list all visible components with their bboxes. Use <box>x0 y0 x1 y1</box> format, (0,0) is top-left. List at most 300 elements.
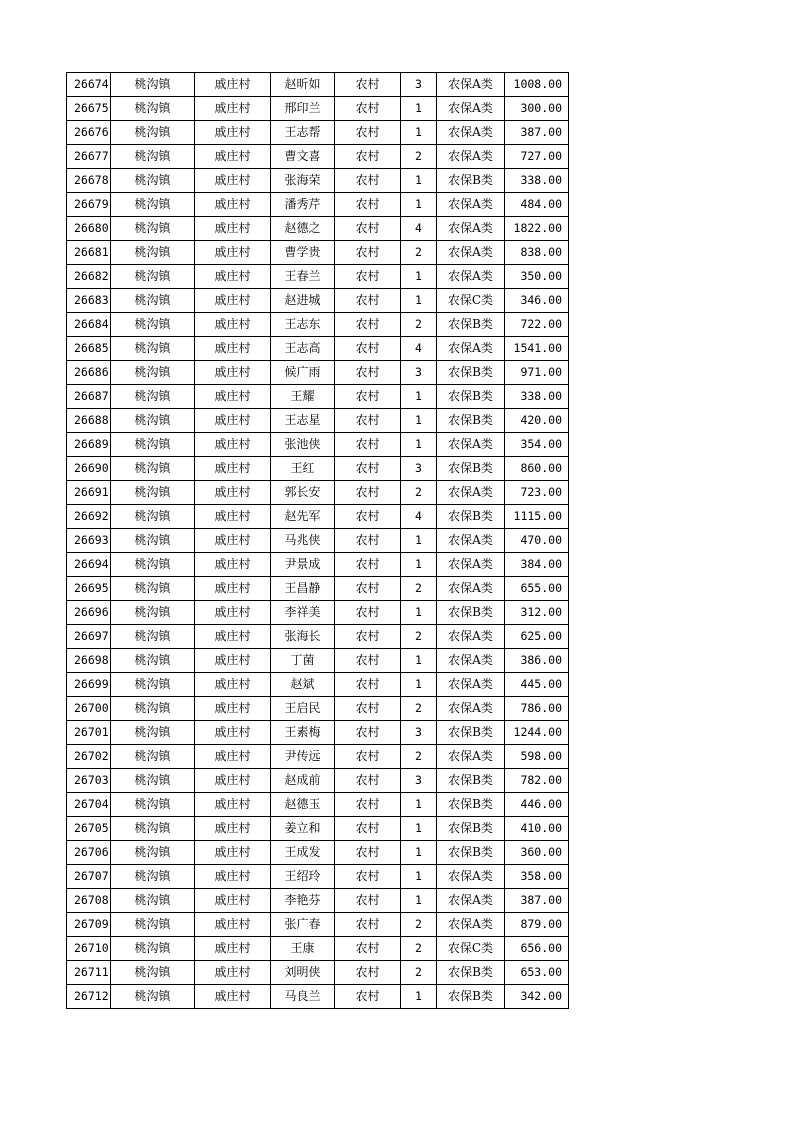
household-type-cell: 农村 <box>335 985 401 1009</box>
household-type-cell: 农村 <box>335 529 401 553</box>
record-id-cell: 26705 <box>67 817 111 841</box>
table-row <box>67 385 569 409</box>
amount-cell: 722.00 <box>505 313 569 337</box>
village-cell: 戚庄村 <box>195 793 271 817</box>
town-cell: 桃沟镇 <box>111 217 195 241</box>
amount-cell: 384.00 <box>505 553 569 577</box>
table-row <box>67 289 569 313</box>
household-type-cell: 农村 <box>335 241 401 265</box>
village-cell: 戚庄村 <box>195 529 271 553</box>
town-cell: 桃沟镇 <box>111 481 195 505</box>
household-type-cell: 农村 <box>335 217 401 241</box>
person-name-cell: 曹文喜 <box>271 145 335 169</box>
member-count-cell: 1 <box>401 97 437 121</box>
person-name-cell: 张池侠 <box>271 433 335 457</box>
table-row <box>67 769 569 793</box>
amount-cell: 300.00 <box>505 97 569 121</box>
record-id-cell: 26692 <box>67 505 111 529</box>
amount-cell: 1244.00 <box>505 721 569 745</box>
amount-cell: 312.00 <box>505 601 569 625</box>
household-type-cell: 农村 <box>335 769 401 793</box>
member-count-cell: 3 <box>401 457 437 481</box>
member-count-cell: 1 <box>401 121 437 145</box>
insurance-category-cell: 农保A类 <box>437 121 505 145</box>
table-row <box>67 865 569 889</box>
household-type-cell: 农村 <box>335 169 401 193</box>
member-count-cell: 1 <box>401 385 437 409</box>
village-cell: 戚庄村 <box>195 865 271 889</box>
town-cell: 桃沟镇 <box>111 73 195 97</box>
record-id-cell: 26691 <box>67 481 111 505</box>
person-name-cell: 王耀 <box>271 385 335 409</box>
village-cell: 戚庄村 <box>195 721 271 745</box>
insurance-category-cell: 农保B类 <box>437 409 505 433</box>
table-row <box>67 961 569 985</box>
table-row <box>67 889 569 913</box>
record-id-cell: 26683 <box>67 289 111 313</box>
member-count-cell: 3 <box>401 73 437 97</box>
record-id-cell: 26701 <box>67 721 111 745</box>
member-count-cell: 1 <box>401 529 437 553</box>
household-type-cell: 农村 <box>335 313 401 337</box>
record-id-cell: 26700 <box>67 697 111 721</box>
record-id-cell: 26693 <box>67 529 111 553</box>
person-name-cell: 赵德之 <box>271 217 335 241</box>
village-cell: 戚庄村 <box>195 409 271 433</box>
village-cell: 戚庄村 <box>195 505 271 529</box>
amount-cell: 484.00 <box>505 193 569 217</box>
insurance-category-cell: 农保A类 <box>437 193 505 217</box>
table-row <box>67 433 569 457</box>
record-id-cell: 26676 <box>67 121 111 145</box>
record-id-cell: 26680 <box>67 217 111 241</box>
person-name-cell: 赵德玉 <box>271 793 335 817</box>
household-type-cell: 农村 <box>335 889 401 913</box>
household-type-cell: 农村 <box>335 481 401 505</box>
person-name-cell: 王志东 <box>271 313 335 337</box>
amount-cell: 338.00 <box>505 385 569 409</box>
person-name-cell: 马良兰 <box>271 985 335 1009</box>
town-cell: 桃沟镇 <box>111 745 195 769</box>
member-count-cell: 2 <box>401 745 437 769</box>
member-count-cell: 1 <box>401 841 437 865</box>
table-row <box>67 985 569 1009</box>
village-cell: 戚庄村 <box>195 745 271 769</box>
record-id-cell: 26709 <box>67 913 111 937</box>
village-cell: 戚庄村 <box>195 913 271 937</box>
table-row <box>67 121 569 145</box>
household-type-cell: 农村 <box>335 361 401 385</box>
insurance-category-cell: 农保A类 <box>437 697 505 721</box>
data-table <box>66 72 569 1009</box>
table-row <box>67 937 569 961</box>
town-cell: 桃沟镇 <box>111 937 195 961</box>
village-cell: 戚庄村 <box>195 433 271 457</box>
record-id-cell: 26704 <box>67 793 111 817</box>
amount-cell: 470.00 <box>505 529 569 553</box>
person-name-cell: 赵昕如 <box>271 73 335 97</box>
household-type-cell: 农村 <box>335 817 401 841</box>
town-cell: 桃沟镇 <box>111 625 195 649</box>
member-count-cell: 1 <box>401 673 437 697</box>
insurance-category-cell: 农保A类 <box>437 433 505 457</box>
village-cell: 戚庄村 <box>195 313 271 337</box>
insurance-category-cell: 农保A类 <box>437 889 505 913</box>
household-type-cell: 农村 <box>335 697 401 721</box>
amount-cell: 971.00 <box>505 361 569 385</box>
town-cell: 桃沟镇 <box>111 601 195 625</box>
insurance-category-cell: 农保C类 <box>437 289 505 313</box>
village-cell: 戚庄村 <box>195 601 271 625</box>
village-cell: 戚庄村 <box>195 169 271 193</box>
town-cell: 桃沟镇 <box>111 841 195 865</box>
town-cell: 桃沟镇 <box>111 289 195 313</box>
amount-cell: 656.00 <box>505 937 569 961</box>
record-id-cell: 26697 <box>67 625 111 649</box>
town-cell: 桃沟镇 <box>111 121 195 145</box>
person-name-cell: 张海长 <box>271 625 335 649</box>
town-cell: 桃沟镇 <box>111 361 195 385</box>
amount-cell: 420.00 <box>505 409 569 433</box>
table-row <box>67 409 569 433</box>
insurance-category-cell: 农保A类 <box>437 673 505 697</box>
insurance-category-cell: 农保B类 <box>437 961 505 985</box>
town-cell: 桃沟镇 <box>111 337 195 361</box>
insurance-category-cell: 农保A类 <box>437 265 505 289</box>
record-id-cell: 26711 <box>67 961 111 985</box>
table-row <box>67 145 569 169</box>
person-name-cell: 候广雨 <box>271 361 335 385</box>
insurance-category-cell: 农保C类 <box>437 937 505 961</box>
table-row <box>67 817 569 841</box>
amount-cell: 342.00 <box>505 985 569 1009</box>
table-row <box>67 721 569 745</box>
person-name-cell: 姜立和 <box>271 817 335 841</box>
member-count-cell: 1 <box>401 409 437 433</box>
insurance-category-cell: 农保A类 <box>437 865 505 889</box>
village-cell: 戚庄村 <box>195 673 271 697</box>
insurance-category-cell: 农保B类 <box>437 361 505 385</box>
member-count-cell: 2 <box>401 625 437 649</box>
household-type-cell: 农村 <box>335 673 401 697</box>
insurance-category-cell: 农保B类 <box>437 841 505 865</box>
town-cell: 桃沟镇 <box>111 97 195 121</box>
record-id-cell: 26699 <box>67 673 111 697</box>
village-cell: 戚庄村 <box>195 361 271 385</box>
town-cell: 桃沟镇 <box>111 553 195 577</box>
member-count-cell: 3 <box>401 361 437 385</box>
insurance-category-cell: 农保A类 <box>437 649 505 673</box>
town-cell: 桃沟镇 <box>111 409 195 433</box>
member-count-cell: 1 <box>401 433 437 457</box>
town-cell: 桃沟镇 <box>111 385 195 409</box>
village-cell: 戚庄村 <box>195 289 271 313</box>
table-row <box>67 841 569 865</box>
table-row <box>67 505 569 529</box>
insurance-category-cell: 农保B类 <box>437 457 505 481</box>
member-count-cell: 2 <box>401 937 437 961</box>
record-id-cell: 26696 <box>67 601 111 625</box>
household-type-cell: 农村 <box>335 73 401 97</box>
household-type-cell: 农村 <box>335 385 401 409</box>
member-count-cell: 2 <box>401 577 437 601</box>
person-name-cell: 王启民 <box>271 697 335 721</box>
village-cell: 戚庄村 <box>195 385 271 409</box>
table-row <box>67 913 569 937</box>
town-cell: 桃沟镇 <box>111 721 195 745</box>
table-row <box>67 625 569 649</box>
member-count-cell: 1 <box>401 889 437 913</box>
village-cell: 戚庄村 <box>195 241 271 265</box>
village-cell: 戚庄村 <box>195 265 271 289</box>
insurance-category-cell: 农保B类 <box>437 721 505 745</box>
insurance-category-cell: 农保A类 <box>437 73 505 97</box>
village-cell: 戚庄村 <box>195 937 271 961</box>
town-cell: 桃沟镇 <box>111 889 195 913</box>
table-row <box>67 553 569 577</box>
member-count-cell: 1 <box>401 649 437 673</box>
person-name-cell: 赵斌 <box>271 673 335 697</box>
town-cell: 桃沟镇 <box>111 265 195 289</box>
insurance-category-cell: 农保A类 <box>437 625 505 649</box>
table-row <box>67 361 569 385</box>
insurance-category-cell: 农保B类 <box>437 169 505 193</box>
table-row <box>67 337 569 361</box>
town-cell: 桃沟镇 <box>111 193 195 217</box>
village-cell: 戚庄村 <box>195 193 271 217</box>
amount-cell: 879.00 <box>505 913 569 937</box>
member-count-cell: 1 <box>401 169 437 193</box>
household-type-cell: 农村 <box>335 433 401 457</box>
person-name-cell: 王志星 <box>271 409 335 433</box>
amount-cell: 1115.00 <box>505 505 569 529</box>
amount-cell: 338.00 <box>505 169 569 193</box>
amount-cell: 350.00 <box>505 265 569 289</box>
member-count-cell: 2 <box>401 241 437 265</box>
record-id-cell: 26685 <box>67 337 111 361</box>
record-id-cell: 26674 <box>67 73 111 97</box>
record-id-cell: 26708 <box>67 889 111 913</box>
member-count-cell: 2 <box>401 481 437 505</box>
person-name-cell: 潘秀芹 <box>271 193 335 217</box>
village-cell: 戚庄村 <box>195 841 271 865</box>
household-type-cell: 农村 <box>335 649 401 673</box>
town-cell: 桃沟镇 <box>111 241 195 265</box>
amount-cell: 387.00 <box>505 889 569 913</box>
record-id-cell: 26695 <box>67 577 111 601</box>
village-cell: 戚庄村 <box>195 97 271 121</box>
table-row <box>67 601 569 625</box>
village-cell: 戚庄村 <box>195 985 271 1009</box>
person-name-cell: 张海荣 <box>271 169 335 193</box>
amount-cell: 445.00 <box>505 673 569 697</box>
household-type-cell: 农村 <box>335 913 401 937</box>
member-count-cell: 2 <box>401 145 437 169</box>
household-type-cell: 农村 <box>335 289 401 313</box>
insurance-category-cell: 农保A类 <box>437 217 505 241</box>
person-name-cell: 赵进城 <box>271 289 335 313</box>
insurance-category-cell: 农保B类 <box>437 601 505 625</box>
table-body <box>67 73 569 1009</box>
household-type-cell: 农村 <box>335 793 401 817</box>
town-cell: 桃沟镇 <box>111 577 195 601</box>
town-cell: 桃沟镇 <box>111 145 195 169</box>
amount-cell: 1822.00 <box>505 217 569 241</box>
insurance-category-cell: 农保A类 <box>437 145 505 169</box>
town-cell: 桃沟镇 <box>111 169 195 193</box>
village-cell: 戚庄村 <box>195 121 271 145</box>
person-name-cell: 王绍玲 <box>271 865 335 889</box>
town-cell: 桃沟镇 <box>111 985 195 1009</box>
record-id-cell: 26710 <box>67 937 111 961</box>
person-name-cell: 王康 <box>271 937 335 961</box>
village-cell: 戚庄村 <box>195 457 271 481</box>
insurance-category-cell: 农保B类 <box>437 313 505 337</box>
amount-cell: 446.00 <box>505 793 569 817</box>
person-name-cell: 张广春 <box>271 913 335 937</box>
village-cell: 戚庄村 <box>195 889 271 913</box>
village-cell: 戚庄村 <box>195 217 271 241</box>
person-name-cell: 李祥美 <box>271 601 335 625</box>
amount-cell: 860.00 <box>505 457 569 481</box>
insurance-category-cell: 农保A类 <box>437 529 505 553</box>
village-cell: 戚庄村 <box>195 697 271 721</box>
member-count-cell: 1 <box>401 553 437 577</box>
insurance-category-cell: 农保A类 <box>437 337 505 361</box>
town-cell: 桃沟镇 <box>111 529 195 553</box>
record-id-cell: 26707 <box>67 865 111 889</box>
record-id-cell: 26675 <box>67 97 111 121</box>
table-row <box>67 97 569 121</box>
amount-cell: 786.00 <box>505 697 569 721</box>
record-id-cell: 26694 <box>67 553 111 577</box>
person-name-cell: 王昌静 <box>271 577 335 601</box>
village-cell: 戚庄村 <box>195 481 271 505</box>
table-row <box>67 313 569 337</box>
person-name-cell: 尹传远 <box>271 745 335 769</box>
member-count-cell: 4 <box>401 505 437 529</box>
village-cell: 戚庄村 <box>195 769 271 793</box>
insurance-category-cell: 农保A类 <box>437 577 505 601</box>
village-cell: 戚庄村 <box>195 73 271 97</box>
record-id-cell: 26682 <box>67 265 111 289</box>
household-type-cell: 农村 <box>335 841 401 865</box>
household-type-cell: 农村 <box>335 457 401 481</box>
village-cell: 戚庄村 <box>195 625 271 649</box>
insurance-category-cell: 农保A类 <box>437 97 505 121</box>
table-row <box>67 745 569 769</box>
record-id-cell: 26684 <box>67 313 111 337</box>
table-row <box>67 217 569 241</box>
record-id-cell: 26677 <box>67 145 111 169</box>
record-id-cell: 26690 <box>67 457 111 481</box>
person-name-cell: 王春兰 <box>271 265 335 289</box>
member-count-cell: 4 <box>401 217 437 241</box>
village-cell: 戚庄村 <box>195 961 271 985</box>
household-type-cell: 农村 <box>335 961 401 985</box>
amount-cell: 838.00 <box>505 241 569 265</box>
insurance-category-cell: 农保B类 <box>437 817 505 841</box>
insurance-category-cell: 农保B类 <box>437 793 505 817</box>
record-id-cell: 26706 <box>67 841 111 865</box>
member-count-cell: 1 <box>401 817 437 841</box>
member-count-cell: 1 <box>401 865 437 889</box>
village-cell: 戚庄村 <box>195 145 271 169</box>
insurance-category-cell: 农保B类 <box>437 385 505 409</box>
member-count-cell: 4 <box>401 337 437 361</box>
person-name-cell: 王红 <box>271 457 335 481</box>
town-cell: 桃沟镇 <box>111 505 195 529</box>
member-count-cell: 2 <box>401 913 437 937</box>
insurance-category-cell: 农保A类 <box>437 553 505 577</box>
record-id-cell: 26702 <box>67 745 111 769</box>
insurance-category-cell: 农保B类 <box>437 985 505 1009</box>
amount-cell: 727.00 <box>505 145 569 169</box>
table-row <box>67 265 569 289</box>
household-type-cell: 农村 <box>335 577 401 601</box>
record-id-cell: 26688 <box>67 409 111 433</box>
person-name-cell: 王志帮 <box>271 121 335 145</box>
member-count-cell: 2 <box>401 313 437 337</box>
amount-cell: 655.00 <box>505 577 569 601</box>
household-type-cell: 农村 <box>335 121 401 145</box>
town-cell: 桃沟镇 <box>111 649 195 673</box>
amount-cell: 358.00 <box>505 865 569 889</box>
member-count-cell: 1 <box>401 265 437 289</box>
household-type-cell: 农村 <box>335 145 401 169</box>
amount-cell: 1541.00 <box>505 337 569 361</box>
table-row <box>67 457 569 481</box>
amount-cell: 1008.00 <box>505 73 569 97</box>
household-type-cell: 农村 <box>335 721 401 745</box>
person-name-cell: 王成发 <box>271 841 335 865</box>
household-type-cell: 农村 <box>335 553 401 577</box>
table-row <box>67 193 569 217</box>
record-id-cell: 26698 <box>67 649 111 673</box>
amount-cell: 625.00 <box>505 625 569 649</box>
member-count-cell: 1 <box>401 793 437 817</box>
amount-cell: 410.00 <box>505 817 569 841</box>
person-name-cell: 刘明侠 <box>271 961 335 985</box>
table-row <box>67 793 569 817</box>
amount-cell: 782.00 <box>505 769 569 793</box>
village-cell: 戚庄村 <box>195 553 271 577</box>
record-id-cell: 26687 <box>67 385 111 409</box>
record-id-cell: 26703 <box>67 769 111 793</box>
table-row <box>67 73 569 97</box>
amount-cell: 653.00 <box>505 961 569 985</box>
village-cell: 戚庄村 <box>195 337 271 361</box>
household-type-cell: 农村 <box>335 601 401 625</box>
amount-cell: 598.00 <box>505 745 569 769</box>
household-type-cell: 农村 <box>335 865 401 889</box>
person-name-cell: 赵成前 <box>271 769 335 793</box>
person-name-cell: 郭长安 <box>271 481 335 505</box>
member-count-cell: 1 <box>401 193 437 217</box>
person-name-cell: 王素梅 <box>271 721 335 745</box>
person-name-cell: 王志高 <box>271 337 335 361</box>
record-id-cell: 26712 <box>67 985 111 1009</box>
person-name-cell: 马兆侠 <box>271 529 335 553</box>
table-row <box>67 697 569 721</box>
amount-cell: 346.00 <box>505 289 569 313</box>
household-type-cell: 农村 <box>335 937 401 961</box>
insurance-category-cell: 农保A类 <box>437 913 505 937</box>
member-count-cell: 1 <box>401 601 437 625</box>
village-cell: 戚庄村 <box>195 817 271 841</box>
insurance-category-cell: 农保B类 <box>437 769 505 793</box>
record-id-cell: 26689 <box>67 433 111 457</box>
